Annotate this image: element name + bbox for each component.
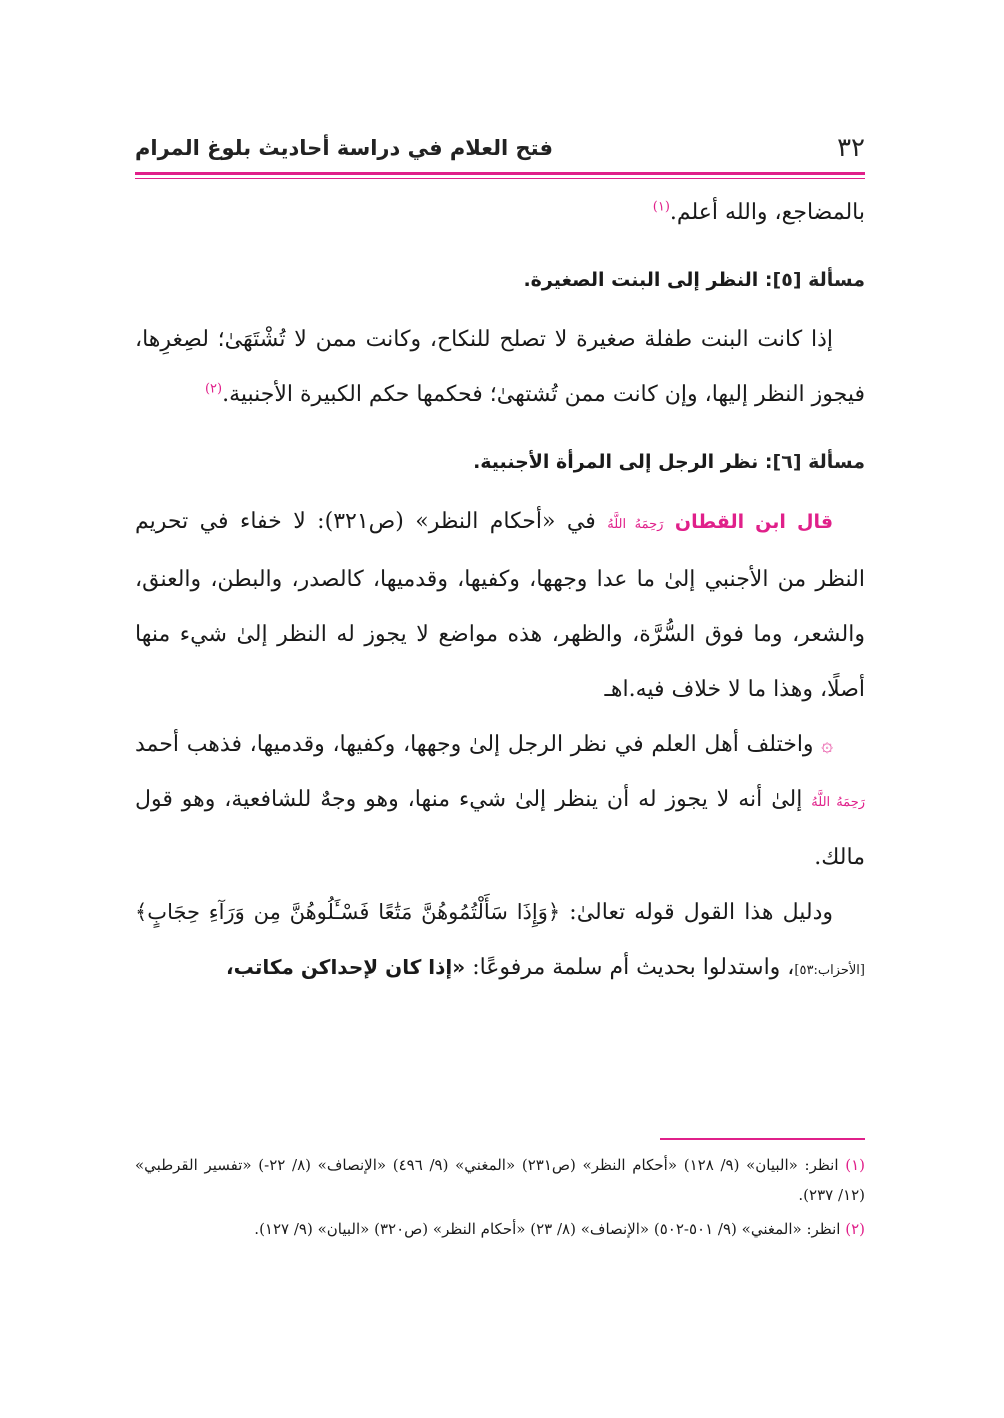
issue-6-title: نظر الرجل إلى المرأة الأجنبية. bbox=[473, 451, 759, 473]
page-body bbox=[135, 185, 865, 998]
speaker-name: قال ابن القطان bbox=[674, 511, 834, 533]
footnote-ref-1: (١) bbox=[652, 199, 670, 215]
issue-5-label: مسألة [٥]: bbox=[764, 269, 865, 291]
issue-6-heading bbox=[135, 442, 865, 482]
footnote-1-number: (١) bbox=[845, 1156, 865, 1174]
page-header bbox=[135, 128, 865, 168]
quran-verse: ﴿وَإِذَا سَأَلْتُمُوهُنَّ مَتَٰعًا فَسْـَٔلُوهُنَّ مِن وَرَآءِ حِجَابٍ﴾ bbox=[135, 900, 561, 924]
issue-6-paragraph-3 bbox=[135, 885, 865, 998]
issue-6-paragraph-1 bbox=[135, 494, 865, 717]
footnote-2-number: (٢) bbox=[845, 1220, 865, 1238]
honorific-1: رَحِمَهُ اللَّهُ bbox=[607, 517, 664, 532]
issue-6-label: مسألة [٦]: bbox=[764, 451, 865, 473]
ornament-icon: ۞ bbox=[821, 732, 833, 756]
intro-line bbox=[135, 185, 865, 240]
book-title: فتح العلام في دراسة أحاديث بلوغ المرام bbox=[135, 136, 553, 160]
issue-5-text: إذا كانت البنت طفلة صغيرة لا تصلح للنكاح، وكانت ممن لا تُشْتَهَىٰ؛ لصِغرِها، فيجوز النظر إليها، وإن كانت ممن تُشتهىٰ؛ فحكمها حكم الكبيرة الأجنبية. bbox=[135, 327, 865, 407]
page-number: ٣٢ bbox=[837, 133, 865, 163]
issue-6-text-2b: إلىٰ أنه لا يجوز له أن ينظر إلىٰ شيء منها، وهو وجهٌ للشافعية، وهو قول مالك. bbox=[135, 787, 865, 870]
footnote-2-text: انظر: «المغني» (٩/ ٥٠١-٥٠٢) «الإنصاف» (٨/ ٢٣) «أحكام النظر» (ص٣٢٠) «البيان» (٩/ ١٢٧). bbox=[254, 1220, 841, 1238]
footnote-2 bbox=[135, 1214, 865, 1244]
issue-5-title: النظر إلى البنت الصغيرة. bbox=[523, 269, 759, 291]
issue-6-text-3b: ، واستدلوا بحديث أم سلمة مرفوعًا: bbox=[472, 955, 795, 980]
header-rule-thick bbox=[135, 172, 865, 175]
footnotes bbox=[135, 1150, 865, 1248]
footnote-ref-2: (٢) bbox=[204, 381, 223, 397]
header-rule-thin bbox=[135, 178, 865, 179]
issue-6-text-2a: واختلف أهل العلم في نظر الرجل إلىٰ وجهها، وكفيها، وقدميها، فذهب أحمد bbox=[135, 732, 814, 757]
issue-5-paragraph bbox=[135, 312, 865, 422]
issue-5-heading bbox=[135, 260, 865, 300]
issue-6-text-1: في «أحكام النظر» (ص٣٢١): لا خفاء في تحريم النظر من الأجنبي إلىٰ ما عدا وجهها، وكفيها، وقدميها، كالصدر، والبطن، والعنق، والشعر، وما فوق السُّرَّة، والظهر، هذه مواضع لا يجوز له النظر إلىٰ شيء منها أصلًا، وهذا ما لا خلاف فيه.اهـ bbox=[135, 509, 865, 702]
footnote-1 bbox=[135, 1150, 865, 1210]
issue-6-text-3a: ودليل هذا القول قوله تعالىٰ: bbox=[569, 900, 834, 925]
intro-text: بالمضاجع، والله أعلم. bbox=[669, 200, 865, 225]
footnote-rule bbox=[660, 1138, 865, 1140]
footnote-1-text: انظر: «البيان» (٩/ ١٢٨) «أحكام النظر» (ص٢٣١) «المغني» (٩/ ٤٩٦) «الإنصاف» (٨/ ٢٢-) «تفسير القرطبي» (١٢/ ٢٣٧). bbox=[135, 1156, 865, 1204]
hadith-quote: «إذا كان لإحداكن مكاتب، bbox=[226, 955, 466, 979]
verse-reference: [الأحزاب:٥٣] bbox=[794, 963, 865, 978]
honorific-2: رَحِمَهُ اللَّهُ bbox=[811, 795, 866, 810]
issue-6-paragraph-2 bbox=[135, 717, 865, 885]
